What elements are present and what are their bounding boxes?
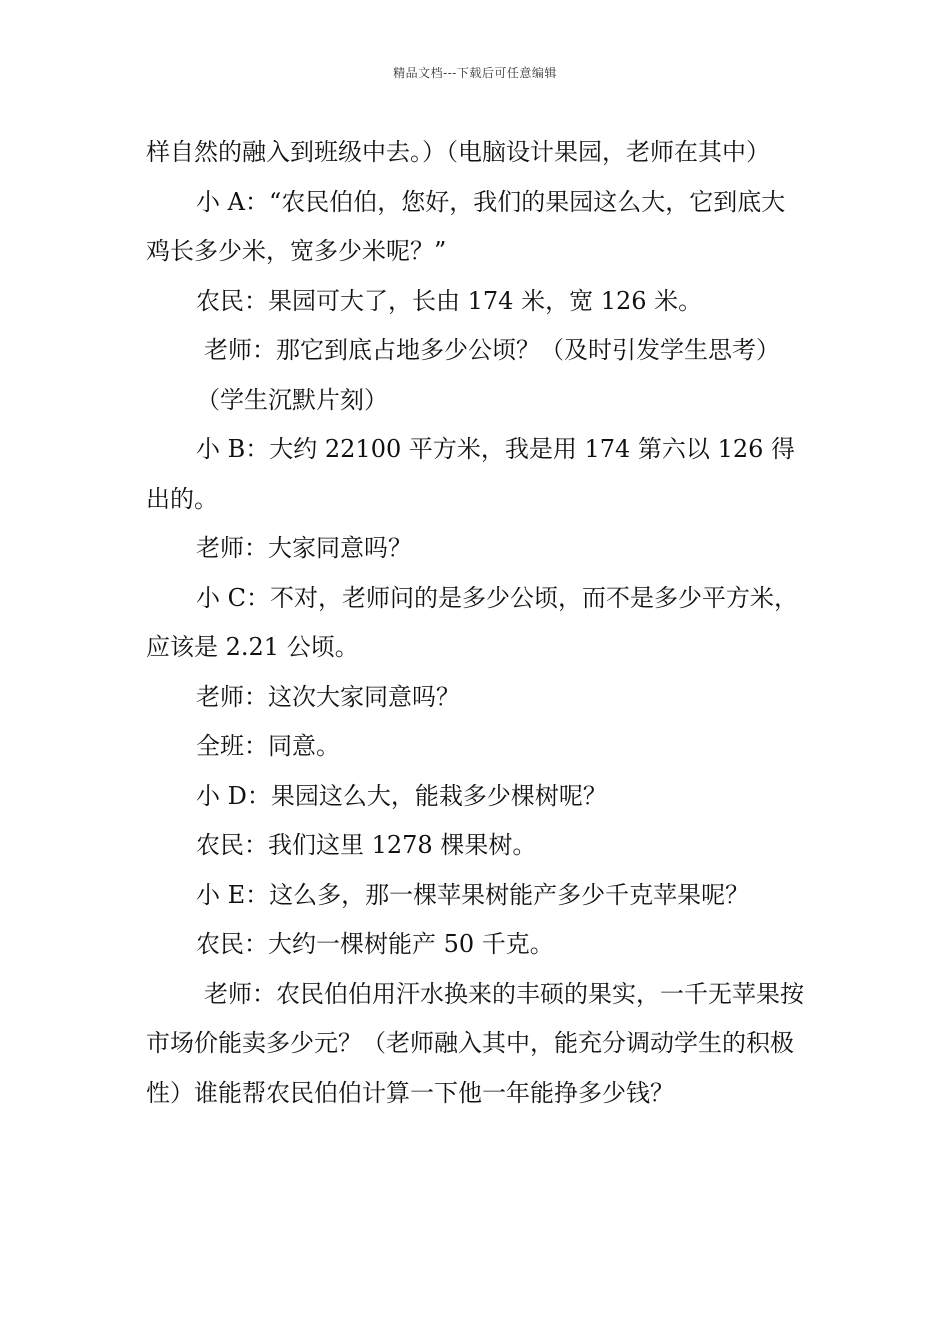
- paragraph: 农民：大约一棵树能产 50 千克。: [196, 930, 554, 958]
- page-header: 精品文档---下载后可任意编辑: [393, 66, 557, 80]
- paragraph: 老师：那它到底占地多少公顷？（及时引发学生思考）: [204, 336, 780, 364]
- paragraph: 老师：这次大家同意吗？: [196, 682, 460, 711]
- paragraph: 小 E：这么多，那一棵苹果树能产多少千克苹果呢？: [196, 880, 750, 909]
- paragraph: 全班：同意。: [196, 732, 340, 760]
- document-body: [146, 128, 808, 1118]
- paragraph: 农民：果园可大了，长由 174 米，宽 126 米。: [196, 286, 703, 315]
- paragraph: 小 D：果园这么大，能栽多少棵树呢？: [196, 781, 607, 810]
- paragraph: 小 A：“农民伯伯，您好，我们的果园这么大，它到底大鸡长多少米，宽多少米呢？”: [146, 187, 786, 265]
- paragraph: 样自然的融入到班级中去。）（电脑设计果园，老师在其中）: [146, 138, 770, 166]
- paragraph: 老师：大家同意吗？: [196, 534, 412, 562]
- paragraph: （学生沉默片刻）: [196, 385, 388, 414]
- paragraph: 老师：农民伯伯用汗水换来的丰硕的果实，一千无苹果按市场价能卖多少元？（老师融入其中，能充分调动学生的积极性）谁能帮农民伯伯计算一下他一年能挣多少钱？: [146, 979, 804, 1107]
- paragraph: 小 C：不对，老师问的是多少公顷，而不是多少平方米，应该是 2.21 公顷。: [146, 583, 798, 661]
- paragraph: 小 B：大约 22100 平方米，我是用 174 第六以 126 得出的。: [146, 435, 796, 513]
- paragraph: 农民：我们这里 1278 棵果树。: [196, 831, 537, 859]
